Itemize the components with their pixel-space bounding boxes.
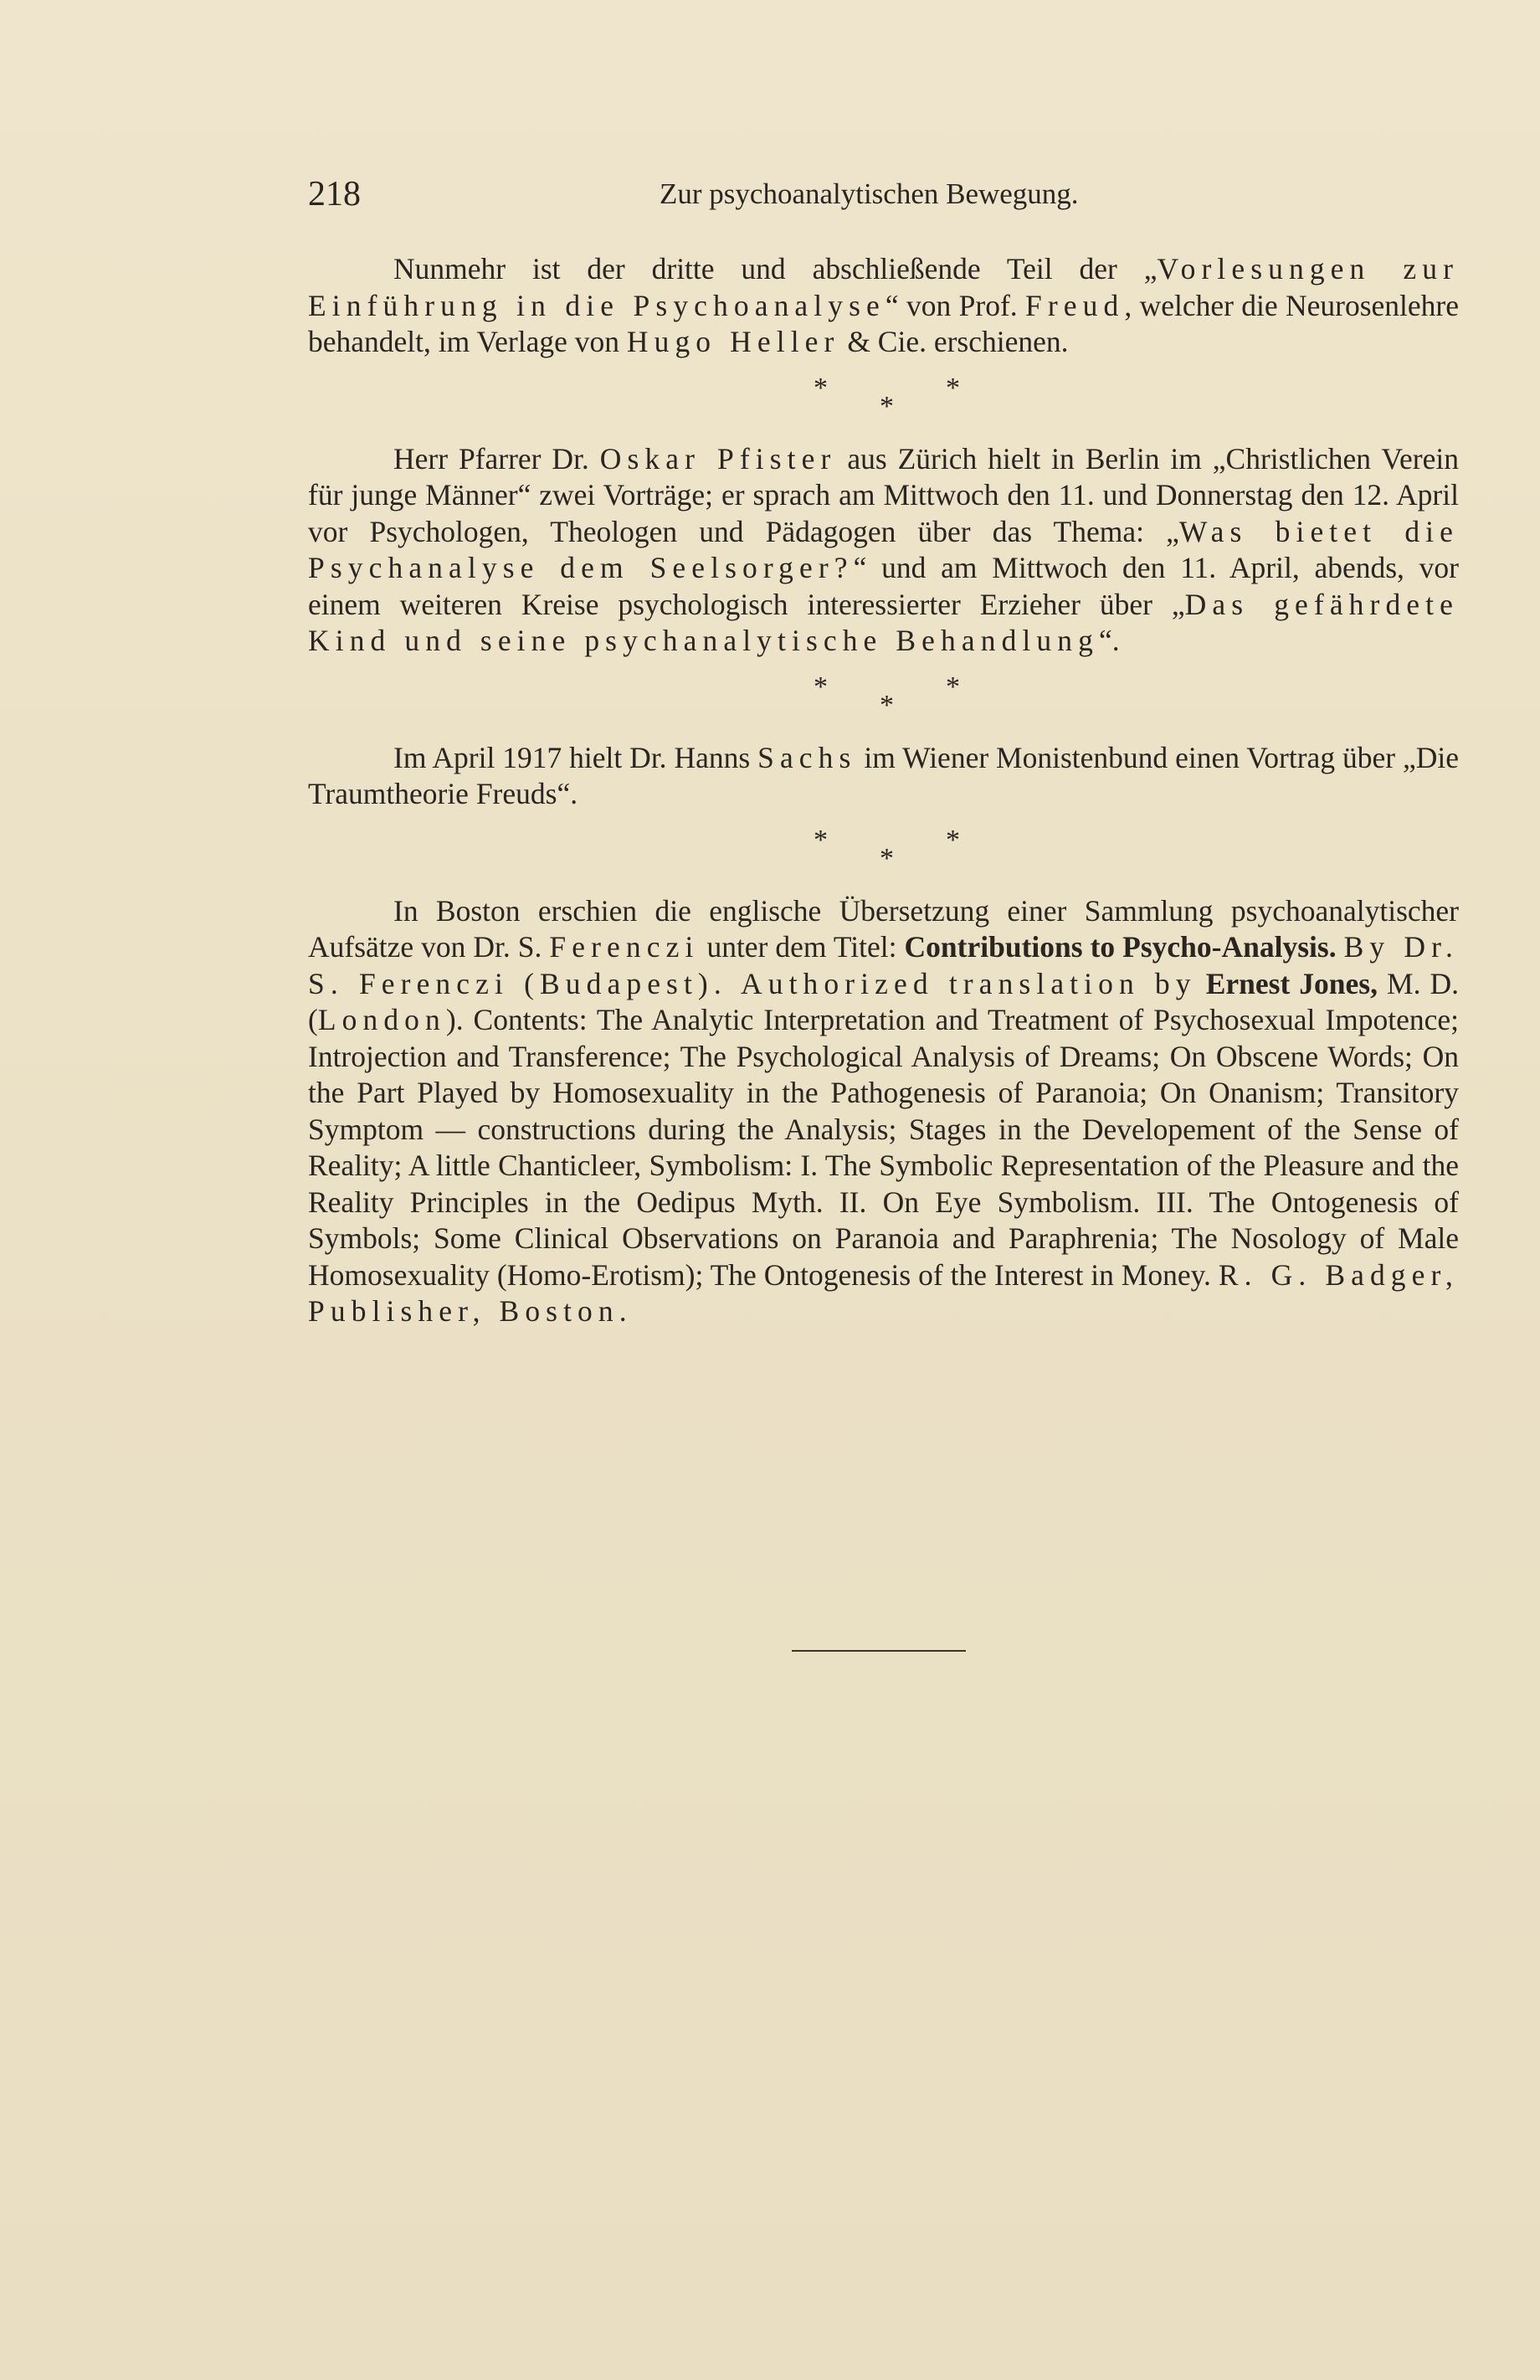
paragraph-ferenczi-translation <box>308 893 1459 1330</box>
text-run: aus Zürich hielt in Berlin im „Christlichen Verein für junge Männer“ zwei Vorträge; er sprach am Mittwoch den 11. und Donnerstag den 12. April vor Psychologen, Theologen und Pädagogen über das Thema: „ <box>308 441 1459 548</box>
text-run: , welcher die Neurosenlehre behandelt, im Verlage von <box>308 288 1459 358</box>
body-text <box>308 251 1459 1330</box>
text-run: ). Contents: The Analytic Interpretation and Treatment of Psychosexual Impotence; Introjection and Transference; The Psychological Analysis of Dreams; On Obscene Words; On the Part Played by Homosexuality in the Pathogenesis of Paranoia; On Onanism; Transitory Symptom — constructions during the Analysis; Stages in the Developement of the Sense of Reality; A little Chanticleer, Symbolism: I. The Symbolic Representation of the Pleasure and the Reality Principles in the Oedipus Myth. II. On Eye Symbolism. III. The Ontogenesis of Symbols; Some Clinical Observations on Paranoia and Paraphrenia; The Nosology of Male Homosexuality (Homo-Erotism); The Ontogenesis of the Interest in Money. <box>308 1003 1459 1292</box>
separator-star: * <box>880 689 894 721</box>
text-run <box>1197 967 1206 1000</box>
spaced-title: Vorlesungen zur Einführung in die Psychoanalyse <box>308 252 1459 322</box>
spaced-title: Was bietet die Psychanalyse dem Seelsorger? <box>308 514 1459 584</box>
spaced-publisher: R. G. Badger, Publisher, Boston. <box>308 1257 1459 1328</box>
separator-star: * <box>946 824 960 856</box>
separator-star: * <box>880 390 894 422</box>
text-run: M. D. ( <box>308 966 1460 1036</box>
page-number: 218 <box>308 175 361 213</box>
asterism-separator <box>308 813 1459 893</box>
spaced-byline: By Dr. S. Ferenczi (Budapest). Authorized translation by <box>308 930 1460 1000</box>
separator-star: * <box>814 824 828 856</box>
text-run: “. <box>1098 624 1120 657</box>
running-title: Zur psychoanalytischen Bewegung. <box>660 177 1079 210</box>
spaced-publisher: Hugo Heller <box>626 325 840 358</box>
text-run: “ und am Mittwoch den 11. April, abends, vor einem weiteren Kreise psychologisch interessierter Erzieher über „ <box>308 551 1459 621</box>
text-run: Im April 1917 hielt Dr. Hanns <box>393 740 758 774</box>
text-run: & Cie. erschienen. <box>839 325 1069 358</box>
text-run: In Boston erschien die englische Übersetzung einer Sammlung psychoanalytischer Aufsätze von Dr. S. <box>308 893 1459 964</box>
bold-title: Contributions to Psycho-Analysis. <box>904 930 1337 964</box>
separator-star: * <box>814 671 828 702</box>
spaced-name: Sachs <box>757 740 857 774</box>
text-run: unter dem Titel: <box>699 930 905 964</box>
separator-star: * <box>946 372 960 404</box>
running-head <box>308 174 1463 224</box>
text-run <box>1337 930 1344 964</box>
spaced-name: Oskar Pfister <box>599 441 837 475</box>
spaced-title: Das gefährdete Kind und seine psychanalytische Behandlung <box>308 587 1459 657</box>
paragraph-freud-lectures <box>308 251 1459 361</box>
asterism-separator <box>308 361 1459 441</box>
text-run: im Wiener Monistenbund einen Vortrag über „Die Traumtheorie Freuds“. <box>308 740 1459 810</box>
bold-name: Ernest Jones, <box>1205 966 1378 1000</box>
spaced-name: Freud <box>1025 288 1125 322</box>
text-run: Nunmehr ist der dritte und abschließende Teil der „ <box>393 252 1158 285</box>
asterism-separator <box>308 660 1459 740</box>
spaced-place: London <box>317 1003 446 1036</box>
separator-star: * <box>814 372 828 404</box>
text-run: Herr Pfarrer Dr. <box>393 441 600 475</box>
separator-star: * <box>946 671 960 702</box>
spaced-name: Ferenczi <box>549 930 700 964</box>
text-run: “ von Prof. <box>885 288 1025 322</box>
paragraph-sachs-lecture <box>308 740 1459 813</box>
paragraph-pfister-lectures <box>308 441 1459 660</box>
separator-star: * <box>880 842 894 874</box>
end-rule <box>792 1650 966 1652</box>
